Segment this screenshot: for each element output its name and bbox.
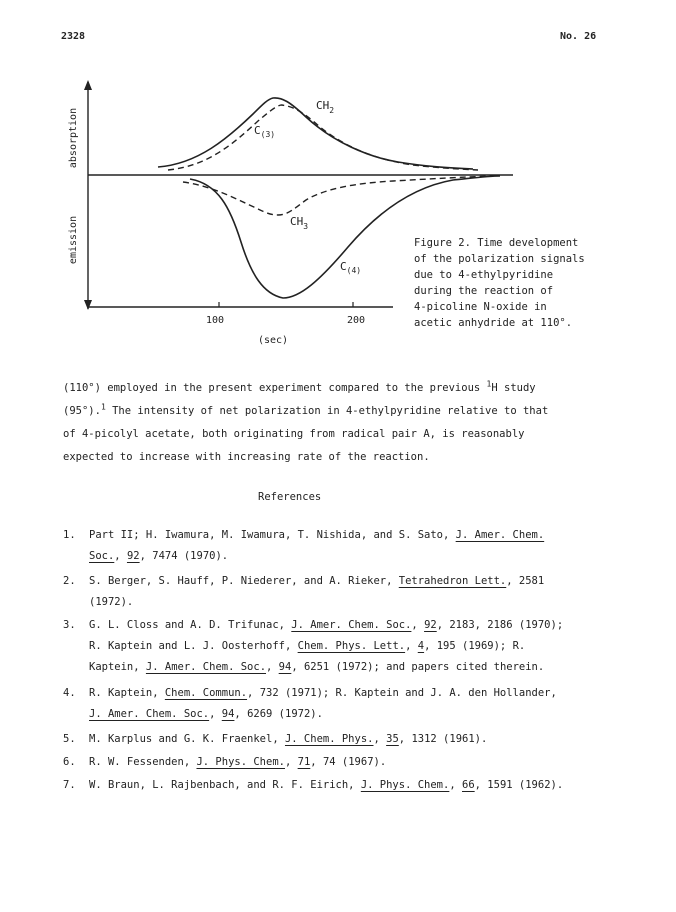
reference-fragment: S. Berger, S. Hauff, P. Niederer, and A. Rieker, bbox=[89, 575, 399, 587]
body-paragraph bbox=[63, 377, 548, 469]
caption-line: acetic anhydride at 110°. bbox=[414, 317, 573, 330]
reference-citation: J. Amer. Chem. Soc. bbox=[291, 619, 412, 631]
reference-citation: J. Amer. Chem. Soc. bbox=[89, 708, 210, 720]
reference-fragment: , 2581 bbox=[506, 575, 545, 587]
reference-citation: J. Amer. Chem. bbox=[455, 529, 545, 541]
reference-fragment: , bbox=[411, 619, 425, 631]
reference-line bbox=[89, 525, 544, 546]
caption-line: during the reaction of bbox=[414, 285, 554, 298]
body-line: (95°).$^1$ The intensity of net polarization in 4-ethylpyridine relative to that bbox=[63, 402, 549, 417]
reference-fragment: G. L. Closs and A. D. Trifunac, bbox=[89, 619, 292, 631]
reference-fragment: , 6251 (1972); and papers cited therein. bbox=[291, 661, 545, 673]
reference-number: 7. bbox=[63, 779, 76, 791]
label-c3: $C_{(3)}$ bbox=[254, 124, 276, 139]
reference-fragment: , bbox=[114, 550, 127, 562]
reference-line bbox=[89, 636, 563, 657]
reference-citation: J. Phys. Chem. bbox=[196, 756, 285, 768]
x-tick-label-100: 100 bbox=[205, 315, 225, 326]
figure-caption bbox=[414, 235, 585, 332]
reference-fragment: R. Kaptein, bbox=[89, 687, 165, 699]
reference-text bbox=[89, 615, 563, 678]
reference-fragment: , 732 (1971); R. Kaptein and J. A. den Hollander, bbox=[247, 687, 557, 699]
reference-citation: J. Chem. Phys. bbox=[284, 733, 374, 745]
reference-fragment: , 7474 (1970). bbox=[139, 550, 229, 562]
reference-fragment: M. Karplus and G. K. Fraenkel, bbox=[89, 733, 285, 745]
label-c4: $C_{(4)}$ bbox=[340, 260, 362, 275]
reference-fragment: , bbox=[449, 779, 462, 791]
reference-line bbox=[89, 752, 386, 773]
reference-citation: 92 bbox=[424, 619, 437, 631]
reference-text bbox=[89, 571, 544, 613]
reference-number: 6. bbox=[63, 756, 76, 768]
reference-text bbox=[89, 775, 563, 796]
reference-number: 2. bbox=[63, 575, 76, 587]
page-number: 2328 bbox=[61, 31, 86, 42]
reference-text bbox=[89, 683, 557, 725]
y-label-absorption: absorption bbox=[68, 107, 79, 169]
x-tick-label-200: 200 bbox=[346, 315, 366, 326]
reference-number: 4. bbox=[63, 687, 76, 699]
caption-line: of the polarization signals bbox=[414, 253, 585, 266]
reference-line bbox=[89, 571, 544, 592]
reference-fragment: , 195 (1969); R. bbox=[424, 640, 526, 652]
reference-citation: 94 bbox=[278, 661, 292, 673]
reference-fragment: , bbox=[373, 733, 387, 745]
reference-fragment: R. Kaptein and L. J. Oosterhoff, bbox=[89, 640, 298, 652]
reference-line bbox=[89, 592, 544, 613]
reference-citation: 66 bbox=[462, 779, 475, 791]
reference-fragment: , bbox=[266, 661, 279, 673]
reference-citation: Chem. Commun. bbox=[164, 687, 248, 699]
reference-fragment: , 6269 (1972). bbox=[234, 708, 323, 720]
reference-citation: 4 bbox=[417, 640, 425, 652]
reference-citation: Tetrahedron Lett. bbox=[398, 575, 507, 587]
reference-fragment: R. W. Fessenden, bbox=[89, 756, 197, 768]
label-ch3: $CH_3$ bbox=[290, 215, 309, 231]
reference-line bbox=[89, 615, 563, 636]
reference-fragment: Part II; H. Iwamura, M. Iwamura, T. Nishida, and S. Sato, bbox=[89, 529, 456, 541]
body-line: expected to increase with increasing rate of the reaction. bbox=[63, 451, 430, 463]
x-axis-label: (sec) bbox=[257, 335, 289, 346]
reference-number: 3. bbox=[63, 619, 76, 631]
reference-citation: 35 bbox=[386, 733, 399, 745]
body-line: (110°) employed in the present experiment compared to the previous $^1$H study bbox=[63, 379, 536, 394]
reference-text bbox=[89, 752, 386, 773]
reference-citation: J. Phys. Chem. bbox=[360, 779, 450, 791]
reference-line bbox=[89, 704, 557, 725]
reference-citation: Chem. Phys. Lett. bbox=[297, 640, 406, 652]
reference-line bbox=[89, 683, 557, 704]
reference-line bbox=[89, 657, 563, 678]
reference-text bbox=[89, 525, 544, 567]
reference-fragment: , 1312 (1961). bbox=[398, 733, 488, 745]
y-axis-arrow-down bbox=[84, 300, 92, 310]
reference-citation: 71 bbox=[297, 756, 311, 768]
reference-line bbox=[89, 729, 487, 750]
reference-fragment: , 1591 (1962). bbox=[474, 779, 564, 791]
reference-citation: 92 bbox=[126, 550, 140, 562]
reference-fragment: (1972). bbox=[89, 596, 134, 608]
caption-line: due to 4-ethylpyridine bbox=[414, 269, 554, 282]
references-heading: References bbox=[258, 491, 322, 503]
label-ch2: $CH_2$ bbox=[316, 99, 335, 115]
reference-citation: Soc. bbox=[89, 550, 115, 562]
reference-fragment: , bbox=[209, 708, 222, 720]
caption-line: Figure 2. Time development bbox=[414, 237, 579, 249]
reference-fragment: , 74 (1967). bbox=[310, 756, 387, 768]
reference-fragment: W. Braun, L. Rajbenbach, and R. F. Eirich, bbox=[89, 779, 361, 791]
c3-curve bbox=[168, 105, 478, 170]
reference-text bbox=[89, 729, 487, 750]
caption-line: 4-picoline N-oxide in bbox=[414, 301, 547, 314]
body-line: of 4-picolyl acetate, both originating from radical pair A, is reasonably bbox=[63, 428, 525, 440]
y-axis-arrow-up bbox=[84, 80, 92, 90]
y-label-emission: emission bbox=[68, 215, 79, 265]
reference-line bbox=[89, 775, 563, 796]
reference-fragment: , bbox=[284, 756, 298, 768]
reference-citation: J. Amer. Chem. Soc. bbox=[145, 661, 267, 673]
reference-fragment: , bbox=[405, 640, 418, 652]
reference-line bbox=[89, 546, 544, 567]
reference-citation: 94 bbox=[221, 708, 235, 720]
reference-fragment: Kaptein, bbox=[89, 661, 146, 673]
issue-number: No. 26 bbox=[560, 31, 597, 42]
reference-fragment: , 2183, 2186 (1970); bbox=[436, 619, 564, 631]
reference-number: 1. bbox=[63, 529, 76, 541]
reference-number: 5. bbox=[63, 733, 76, 745]
